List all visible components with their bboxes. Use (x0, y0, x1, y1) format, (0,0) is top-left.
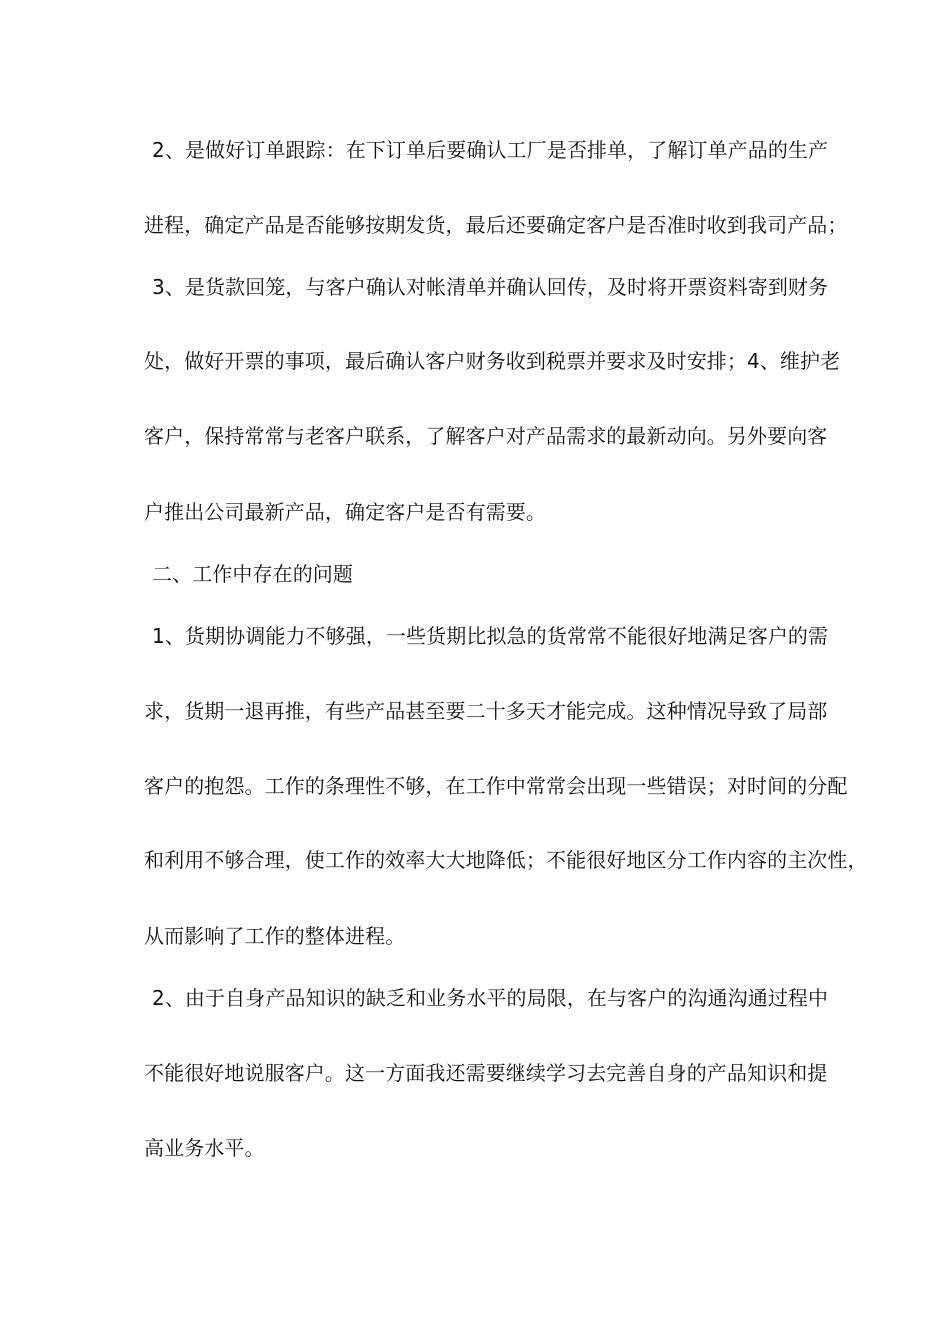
paragraph-line: 和利用不够合理，使工作的效率大大地降低；不能很好地区分工作内容的主次性， (144, 848, 868, 872)
paragraph-line: 不能很好地说服客户。这一方面我还需要继续学习去完善自身的产品知识和提 (144, 1061, 828, 1085)
paragraph-line: 高业务水平。 (144, 1136, 265, 1160)
paragraph-line: 客户，保持常常与老客户联系，了解客户对产品需求的最新动向。另外要向客 (144, 424, 828, 448)
paragraph-line: 进程，确定产品是否能够按期发货，最后还要确定客户是否准时收到我司产品； (144, 213, 848, 237)
paragraph-line: 3、是货款回笼，与客户确认对帐清单并确认回传，及时将开票资料寄到财务 (152, 275, 829, 299)
paragraph-line: 2、是做好订单跟踪：在下订单后要确认工厂是否排单，了解订单产品的生产 (152, 138, 829, 162)
paragraph-line: 处，做好开票的事项，最后确认客户财务收到税票并要求及时安排；4、维护老 (144, 349, 841, 373)
paragraph-line: 2、由于自身产品知识的缺乏和业务水平的局限，在与客户的沟通沟通过程中 (152, 986, 829, 1010)
paragraph-line: 从而影响了工作的整体进程。 (144, 924, 406, 948)
paragraph-line: 1、货期协调能力不够强，一些货期比拟急的货常常不能很好地满足客户的需 (152, 624, 829, 648)
paragraph-line: 求，货期一退再推，有些产品甚至要二十多天才能完成。这种情况导致了局部 (144, 699, 828, 723)
section-heading: 二、工作中存在的问题 (152, 562, 353, 586)
paragraph-line: 户推出公司最新产品，确定客户是否有需要。 (144, 500, 546, 524)
paragraph-line: 客户的抱怨。工作的条理性不够，在工作中常常会出现一些错误；对时间的分配 (144, 774, 848, 798)
